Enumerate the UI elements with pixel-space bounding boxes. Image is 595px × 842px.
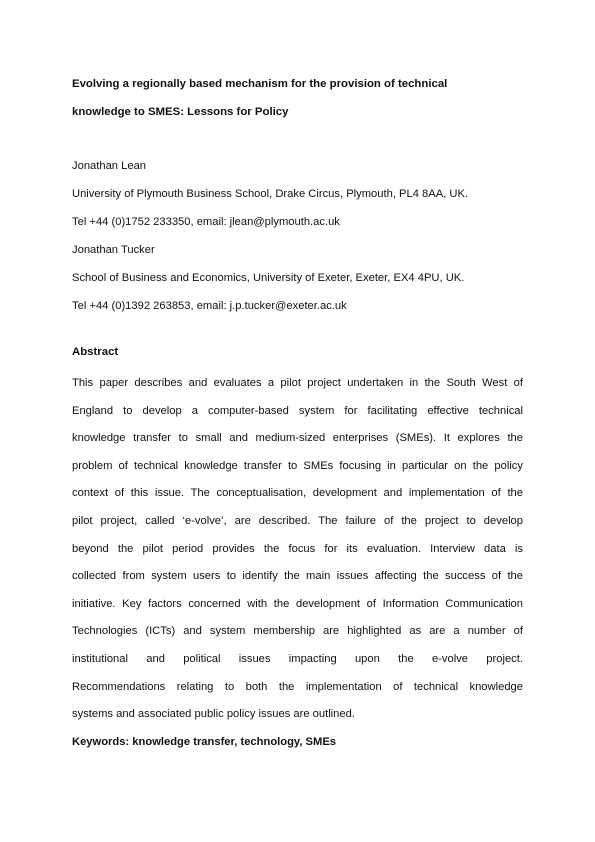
- title-line-1: Evolving a regionally based mechanism for the provision of technical: [72, 78, 448, 90]
- abstract-heading: Abstract: [72, 346, 119, 358]
- author-contact: Tel +44 (0)1392 263853, email: j.p.tucker@exeter.ac.uk: [72, 300, 347, 312]
- title-line-2: knowledge to SMES: Lessons for Policy: [72, 106, 289, 118]
- author-block: [72, 152, 532, 320]
- abstract-line: Technologies (ICTs) and system membership are highlighted as are a number of: [72, 625, 523, 638]
- paper-title: [72, 70, 532, 126]
- abstract-line: beyond the pilot period provides the focus for its evaluation. Interview data is: [72, 542, 523, 555]
- abstract-line: institutional and political issues impacting upon the e-volve project.: [72, 652, 523, 665]
- author-contact: Tel +44 (0)1752 233350, email: jlean@plymouth.ac.uk: [72, 216, 340, 228]
- abstract-line: systems and associated public policy issues are outlined.: [72, 708, 355, 721]
- abstract-line: initiative. Key factors concerned with the development of Information Communication: [72, 597, 523, 610]
- author-affiliation: School of Business and Economics, University of Exeter, Exeter, EX4 4PU, UK.: [72, 272, 465, 284]
- abstract-body: [72, 370, 523, 729]
- abstract-line: context of this issue. The conceptualisation, development and implementation of the: [72, 487, 523, 500]
- abstract-line: collected from system users to identify the main issues affecting the success of the: [72, 570, 523, 583]
- abstract-line: problem of technical knowledge transfer to SMEs focusing in particular on the policy: [72, 459, 523, 472]
- author-name: Jonathan Lean: [72, 160, 147, 172]
- abstract-line: pilot project, called ‘e-volve’, are described. The failure of the project to develop: [72, 514, 523, 527]
- abstract-line: This paper describes and evaluates a pilot project undertaken in the South West of: [72, 377, 523, 389]
- author-name: Jonathan Tucker: [72, 244, 155, 256]
- abstract-line: Recommendations relating to both the implementation of technical knowledge: [72, 680, 523, 693]
- abstract-line: England to develop a computer-based system for facilitating effective technical: [72, 404, 523, 417]
- keywords-line: Keywords: knowledge transfer, technology, SMEs: [72, 736, 336, 748]
- author-affiliation: University of Plymouth Business School, Drake Circus, Plymouth, PL4 8AA, UK.: [72, 188, 469, 200]
- abstract-line: knowledge transfer to small and medium-sized enterprises (SMEs). It explores the: [72, 432, 523, 445]
